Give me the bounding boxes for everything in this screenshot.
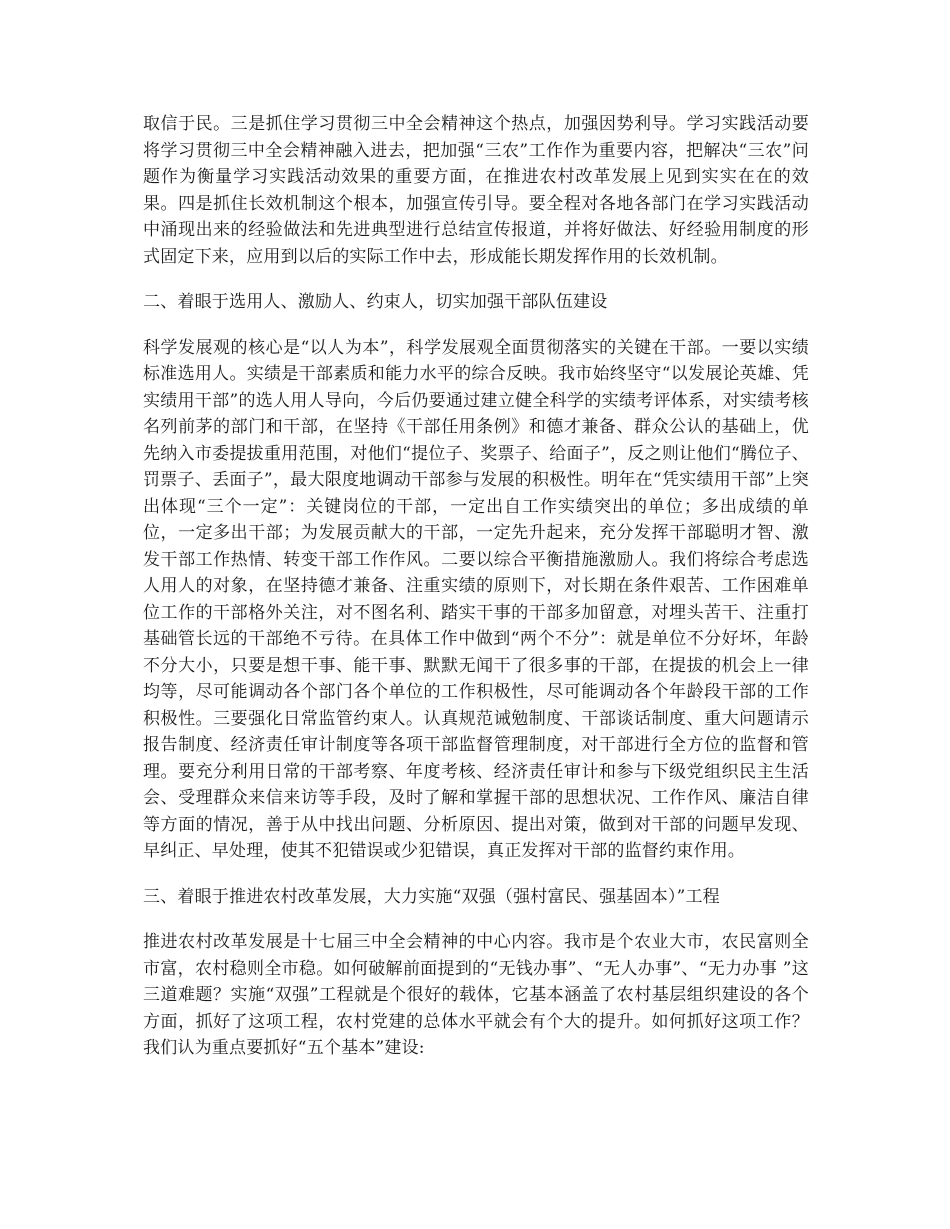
paragraph-gap bbox=[143, 910, 809, 929]
section-heading-2: 二、着眼于选用人、激励人、约束人，切实加强干部队伍建设 bbox=[143, 292, 608, 312]
paragraph-gap bbox=[143, 316, 809, 335]
body-paragraph-2: 科学发展观的核心是“以人为本”，科学发展观全面贯彻落实的关键在干部。一要以实绩标准选用人。实绩是干部素质和能力水平的综合反映。我市始终坚守“以发展论英雄、凭实绩用干部”的选人用人导向，今后仍要通过建立健全科学的实绩考评体系，对实绩考核名列前茅的部门和干部，在坚持《干部任用条例》和德才兼备、群众公认的基础上，优先纳入市委提拔重用范围，对他们“提位子、奖票子、给面子”，反之则让他们“腾位子、罚票子、丢面子”，最大限度地调动干部参与发展的积极性。明年在“凭实绩用干部”上突出体现“三个一定”：关键岗位的干部，一定出自工作实绩突出的单位；多出成绩的单位，一定多出干部；为发展贡献大的干部，一定先升起来，充分发挥干部聪明才智、激发干部工作热情、转变干部工作作风。二要以综合平衡措施激励人。我们将综合考虑选人用人的对象，在坚持德才兼备、注重实绩的原则下，对长期在条件艰苦、工作困难单位工作的干部格外关注，对不图名利、踏实干事的干部多加留意，对埋头苦干、注重打基础管长远的干部绝不亏待。在具体工作中做到“两个不分”：就是单位不分好坏，年龄不分大小，只要是想干事、能干事、默默无闻干了很多事的干部，在提拔的机会上一律均等，尽可能调动各个部门各个单位的工作积极性，尽可能调动各个年龄段干部的工作积极性。三要强化日常监管约束人。认真规范诫勉制度、干部谈话制度、重大问题请示报告制度、经济责任审计制度等各项干部监督管理制度，对干部进行全方位的监督和管理。要充分利用日常的干部考察、年度考核、经济责任审计和参与下级党组织民主生活会、受理群众来信来访等手段，及时了解和掌握干部的思想状况、工作作风、廉洁自律等方面的情况，善于从中找出问题、分析原因、提出对策，做到对干部的问题早发现、早纠正、早处理，使其不犯错误或少犯错误，真正发挥对干部的监督约束作用。 bbox=[143, 337, 809, 861]
document-page bbox=[143, 111, 809, 1062]
paragraph-gap bbox=[143, 270, 809, 289]
paragraph-gap bbox=[143, 865, 809, 884]
body-paragraph-3: 推进农村改革发展是十七届三中全会精神的中心内容。我市是个农业大市，农民富则全市富，农村稳则全市稳。如何破解前面提到的“无钱办事”、“无人办事”、“无力办事 ”这三道难题？实施“双强”工程就是个很好的载体，它基本涵盖了农村基层组织建设的各个方面，抓好了这项工程，农村党建的总体水平就会有个大的提升。如何抓好这项工作？我们认为重点要抓好“五个基本”建设: bbox=[143, 932, 809, 1058]
body-paragraph-1: 取信于民。三是抓住学习贯彻三中全会精神这个热点，加强因势利导。学习实践活动要将学习贯彻三中全会精神融入进去，把加强“三农”工作作为重要内容，把解决“三农”问题作为衡量学习实践活动效果的重要方面，在推进农村改革发展上见到实实在在的效果。四是抓住长效机制这个根本，加强宣传引导。要全程对各地各部门在学习实践活动中涌现出来的经验做法和先进典型进行总结宣传报道，并将好做法、好经验用制度的形式固定下来，应用到以后的实际工作中去，形成能长期发挥作用的长效机制。 bbox=[143, 114, 809, 267]
section-heading-3: 三、着眼于推进农村改革发展，大力实施“双强（强村富民、强基固本）”工程 bbox=[143, 886, 720, 907]
